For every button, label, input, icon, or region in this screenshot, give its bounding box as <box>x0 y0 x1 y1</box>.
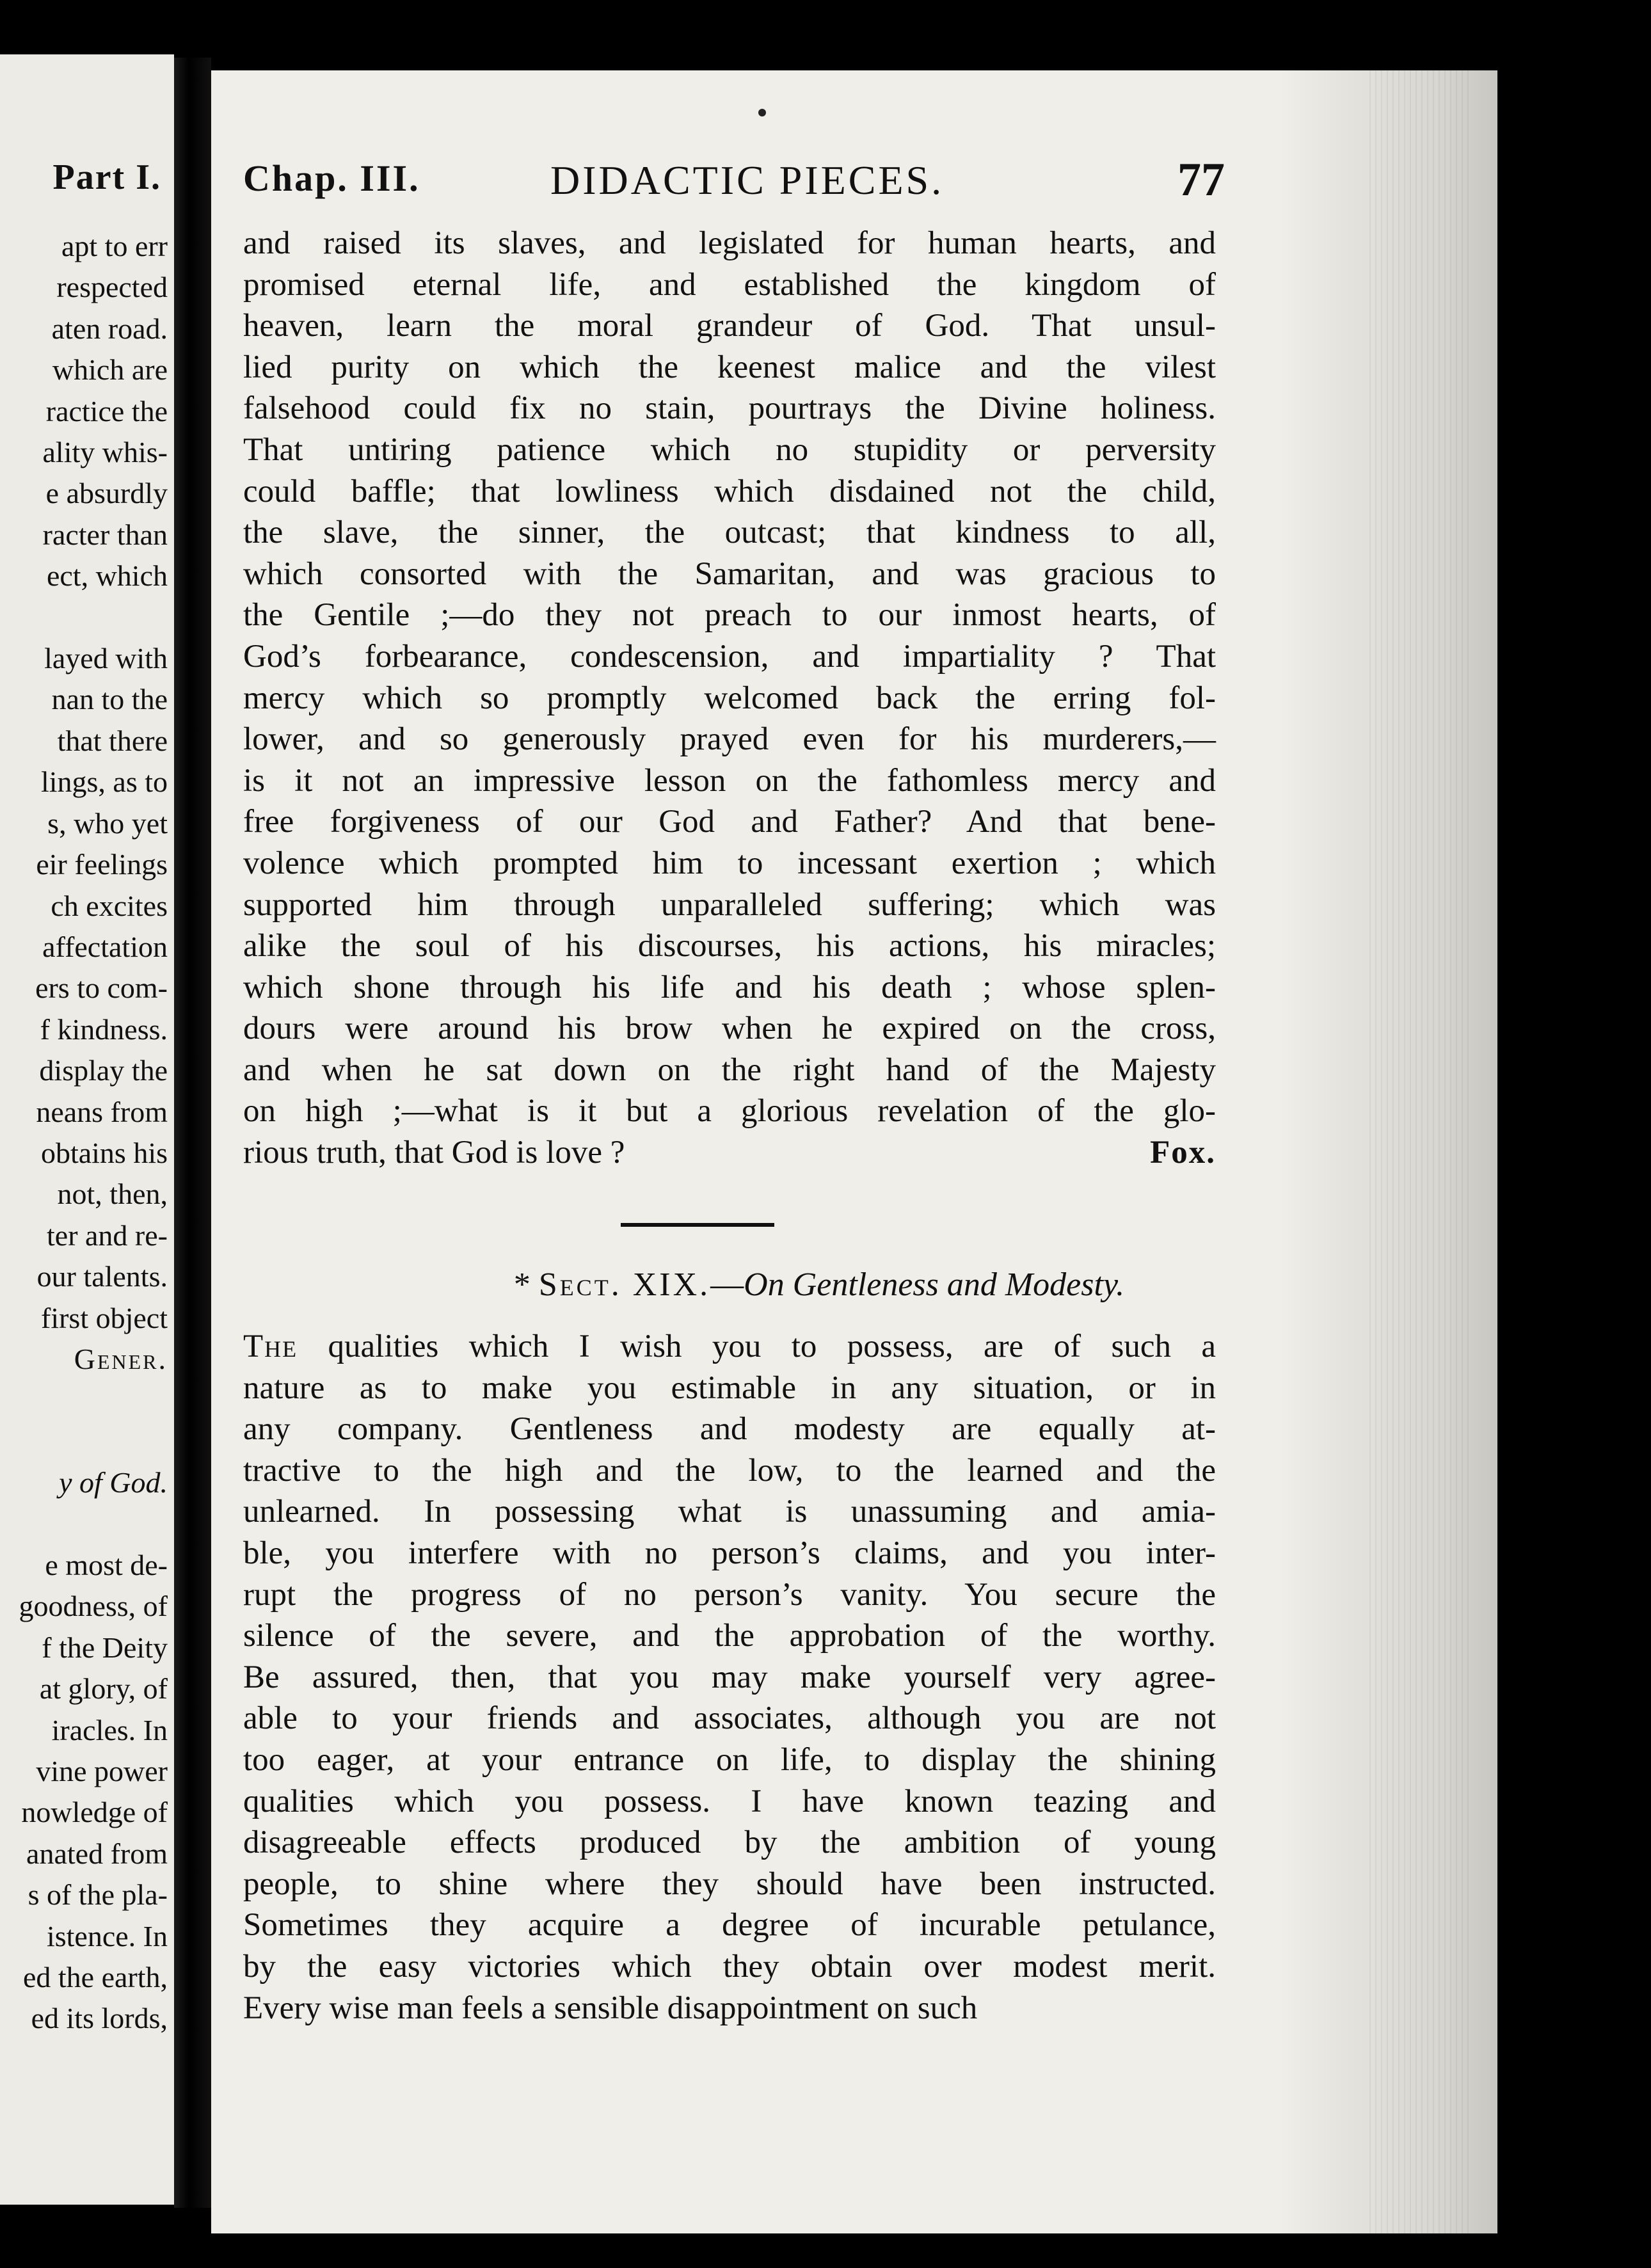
chapter-label: Chap. III. <box>243 157 420 199</box>
text-line: nature as to make you estimable in any situation, or in <box>243 1370 1216 1406</box>
text-line: rious truth, that God is love ? <box>243 1135 625 1171</box>
left-page-line <box>19 1504 168 1545</box>
text-line: rupt the progress of no person’s vanity. You secure the <box>243 1576 1216 1613</box>
text-line: could baffle; that lowliness which disdained not the child, <box>243 473 1216 509</box>
left-page-line: ed the earth, <box>22 1961 168 1994</box>
text-line: lower, and so generously prayed even for his murderers,— <box>243 721 1216 758</box>
text-line: ble, you interfere with no person’s claims, and you inter- <box>243 1535 1216 1571</box>
left-page-line <box>19 1380 168 1421</box>
text-line: alike the soul of his discourses, his actions, his miracles; <box>243 928 1216 964</box>
left-page-text <box>19 226 168 2040</box>
left-page-header: Part I. <box>52 157 161 197</box>
left-page-line: that there <box>57 724 168 757</box>
text-line: mercy which so promptly welcomed back the erring fol- <box>243 680 1216 716</box>
text-line: people, to shine where they should have been instructed. <box>243 1865 1216 1902</box>
text-line: the Gentile ;—do they not preach to our inmost hearts, of <box>243 597 1216 634</box>
running-header <box>243 154 1433 208</box>
page <box>211 70 1497 2233</box>
left-page-line: e absurdly <box>45 477 168 510</box>
book-gutter <box>174 58 211 2208</box>
section-heading <box>211 1266 1427 1304</box>
left-page-line: ect, which <box>46 559 168 593</box>
left-page-line: nowledge of <box>21 1796 168 1829</box>
text-line: silence of the severe, and the approbation of the worthy. <box>243 1618 1216 1654</box>
author-attribution: Fox. <box>1150 1135 1216 1171</box>
left-page-line: ractice the <box>45 394 168 427</box>
page-number: 77 <box>1177 154 1225 206</box>
text-line: tractive to the high and the low, to the learned and the <box>243 1452 1216 1489</box>
text-line: supported him through unparalleled suffering; which was <box>243 886 1216 923</box>
left-page-line: istence. In <box>46 1919 168 1953</box>
section-dash: — <box>710 1266 744 1303</box>
left-page-line: ed its lords, <box>31 2002 168 2035</box>
section-number: Sect. XIX. <box>538 1266 711 1303</box>
left-page-line: y of God. <box>59 1466 168 1499</box>
section-marker: * <box>513 1266 530 1303</box>
text-line: That untiring patience which no stupidity or perversity <box>243 431 1216 468</box>
text-line: which consorted with the Samaritan, and was gracious to <box>243 555 1216 592</box>
text-line: by the easy victories which they obtain over modest merit. <box>243 1948 1216 1984</box>
section-body <box>243 1326 1216 2029</box>
left-page-line: our talents. <box>36 1260 168 1293</box>
left-page-line: ter and re- <box>47 1218 168 1252</box>
left-page-line: f the Deity <box>42 1631 168 1664</box>
left-page-line: anated from <box>26 1837 168 1870</box>
left-page-line: at glory, of <box>39 1672 168 1705</box>
text-line: Every wise man feels a sensible disappointment on such <box>243 1990 978 2026</box>
section-title: On Gentleness and Modesty. <box>744 1266 1125 1303</box>
text-line: promised eternal life, and established the kingdom of <box>243 266 1216 303</box>
text-line: disagreeable effects produced by the ambition of young <box>243 1825 1216 1861</box>
left-page-line <box>19 597 168 638</box>
text-line: falsehood could fix no stain, pourtrays the Divine holiness. <box>243 390 1216 427</box>
left-page-line: iracles. In <box>51 1713 168 1746</box>
left-page-line: not, then, <box>57 1178 168 1211</box>
left-page-line: ers to com- <box>35 971 168 1005</box>
left-page-line: s of the pla- <box>28 1878 168 1912</box>
left-page-line: ality whis- <box>42 436 168 469</box>
text-line: Sometimes they acquire a degree of incurable petulance, <box>243 1907 1216 1944</box>
left-page-line: neans from <box>36 1095 168 1128</box>
left-page-line: aten road. <box>51 312 168 345</box>
left-page-line: eir feelings <box>36 848 168 881</box>
text-line: is it not an impressive lesson on the fathomless mercy and <box>243 762 1216 799</box>
left-page-line: goodness, of <box>19 1590 168 1623</box>
passage-continuation <box>243 223 1216 1174</box>
left-page-line: respected <box>56 271 168 304</box>
left-page-line: e most de- <box>45 1549 168 1581</box>
section-divider-rule <box>621 1223 774 1227</box>
text-line: God’s forbearance, condescension, and impartiality ? That <box>243 638 1216 675</box>
left-page-line: nan to the <box>51 683 168 716</box>
text-line: qualities which you possess. I have known teazing and <box>243 1783 1216 1819</box>
left-page-line: s, who yet <box>47 806 168 840</box>
text-line: unlearned. In possessing what is unassuming and amia- <box>243 1494 1216 1530</box>
text-line: free forgiveness of our God and Father? And that bene- <box>243 804 1216 840</box>
left-page-line: vine power <box>36 1755 168 1788</box>
text-line: on high ;—what is it but a glorious revelation of the glo- <box>243 1093 1216 1130</box>
left-page-line: obtains his <box>40 1136 168 1169</box>
left-page-line: f kindness. <box>40 1012 168 1046</box>
text-line: the slave, the sinner, the outcast; that kindness to all, <box>243 515 1216 551</box>
text-line: volence which prompted him to incessant exertion ; which <box>243 845 1216 881</box>
text-line: lied purity on which the keenest malice and the vilest <box>243 349 1216 385</box>
text-line: too eager, at your entrance on life, to display the shining <box>243 1741 1216 1778</box>
text-line: and when he sat down on the right hand of the Majesty <box>243 1051 1216 1088</box>
opening-line-text: qualities which I wish you to possess, are of such a <box>298 1329 1216 1364</box>
text-line: able to your friends and associates, although you are not <box>243 1700 1216 1737</box>
text-line: and raised its slaves, and legislated for human hearts, and <box>243 225 1216 261</box>
text-line: any company. Gentleness and modesty are equally at- <box>243 1411 1216 1448</box>
left-page-line: ch excites <box>51 889 168 922</box>
left-page-line: layed with <box>44 642 168 675</box>
left-page-fragment <box>0 54 174 2205</box>
opening-word: The <box>243 1329 298 1364</box>
running-title: DIDACTIC PIECES. <box>550 157 945 203</box>
text-line: which shone through his life and his death ; whose splen- <box>243 969 1216 1005</box>
text-line <box>243 1326 1216 1368</box>
closing-line <box>243 1132 1216 1174</box>
page-edge-stack <box>1369 70 1472 2233</box>
text-line: dours were around his brow when he expired on the cross, <box>243 1010 1216 1047</box>
left-page-line: first object <box>41 1301 168 1334</box>
left-page-line: racter than <box>42 518 168 551</box>
left-page-line: apt to err <box>61 230 168 262</box>
left-page-line: affectation <box>42 930 168 963</box>
text-line: Be assured, then, that you may make yourself very agree- <box>243 1659 1216 1695</box>
left-page-line: Gener. <box>74 1342 168 1375</box>
text-line: heaven, learn the moral grandeur of God. That unsul- <box>243 308 1216 344</box>
left-page-line <box>19 1421 168 1462</box>
ink-speck <box>758 109 766 116</box>
left-page-line: lings, as to <box>40 765 168 799</box>
left-page-line: display the <box>39 1054 168 1087</box>
left-page-line: which are <box>52 353 168 387</box>
